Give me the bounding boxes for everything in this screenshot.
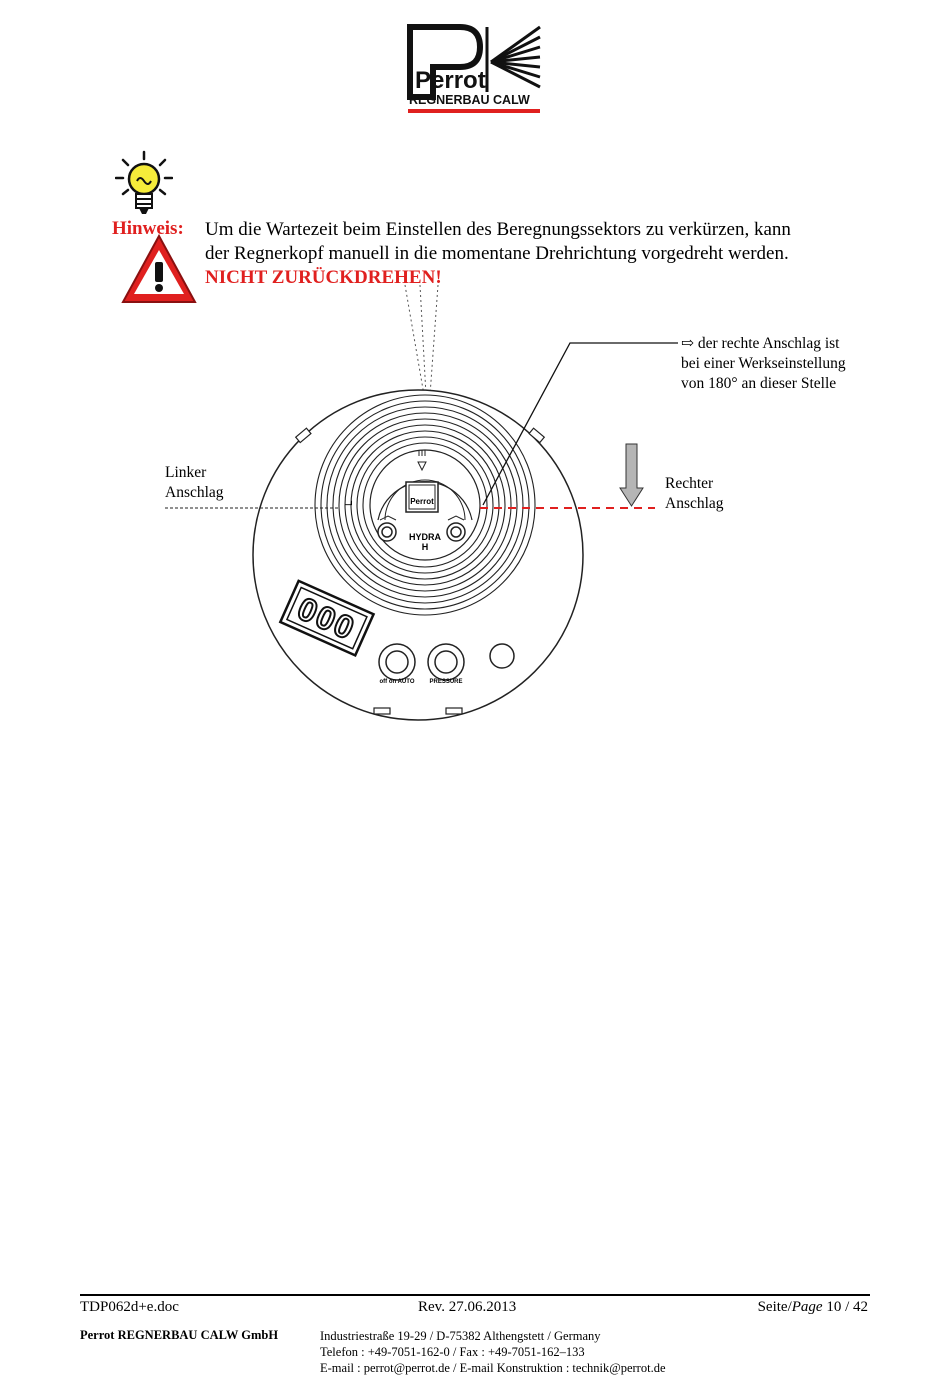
address-line: E-mail : perrot@perrot.de / E-mail Konstruktion : technik@perrot.de [320, 1361, 666, 1375]
logo-sub-text: REGNERBAU CALW [409, 93, 530, 107]
footer-doc-name: TDP062d+e.doc [80, 1299, 179, 1315]
right-stop-label-line: Rechter [665, 475, 714, 492]
left-stop-label-line: Anschlag [165, 484, 224, 501]
annotation-line: bei einer Werkseinstellung [681, 355, 846, 372]
annotation-line: von 180° an dieser Stelle [681, 375, 837, 392]
button-right-label: PRESSURE [429, 679, 463, 685]
page-label-en: Page [791, 1299, 823, 1315]
badge-text: Perrot [410, 497, 434, 506]
down-arrow-icon [620, 444, 643, 506]
note-line: der Regnerkopf manuell in die momentane Drehrichtung vorgedreht werden. [205, 243, 789, 264]
annotation-line: ⇨ der rechte Anschlag ist [681, 335, 840, 352]
note-line: Um die Wartezeit beim Einstellen des Beregnungssektors zu verkürzen, kann [205, 219, 791, 240]
note-warning: NICHT ZURÜCKDREHEN! [205, 267, 442, 288]
right-stop-label [665, 474, 724, 514]
address-line: Telefon : +49-7051-162-0 / Fax : +49-7051-162–133 [320, 1345, 585, 1359]
counter-digits: 000 [292, 590, 362, 648]
lightbulb-icon [115, 150, 173, 218]
right-stop-annotation [681, 334, 846, 394]
address-line: Industriestraße 19-29 / D-75382 Althengstett / Germany [320, 1329, 601, 1343]
perrot-logo [405, 22, 545, 117]
page-label-de: Seite/ [757, 1299, 792, 1315]
footer-page-number [758, 1299, 868, 1316]
logo-brand-text: Perrot [415, 67, 486, 94]
footer-company: Perrot REGNERBAU CALW GmbH [80, 1328, 279, 1342]
left-stop-label-line: Linker [165, 464, 207, 481]
model-line2: H [421, 542, 429, 552]
model-line1: HYDRA [408, 532, 442, 542]
page-count: 10 / 42 [822, 1299, 868, 1315]
note-label: Hinweis: [112, 218, 184, 239]
left-marker: L [344, 500, 355, 506]
footer-revision: Rev. 27.06.2013 [418, 1299, 517, 1315]
button-left-label: off on AUTO [379, 679, 415, 685]
right-stop-label-line: Anschlag [665, 495, 724, 512]
left-stop-label [165, 463, 224, 503]
logo-red-bar [408, 109, 540, 113]
footer-rule [80, 1294, 870, 1296]
footer-address [320, 1328, 666, 1376]
